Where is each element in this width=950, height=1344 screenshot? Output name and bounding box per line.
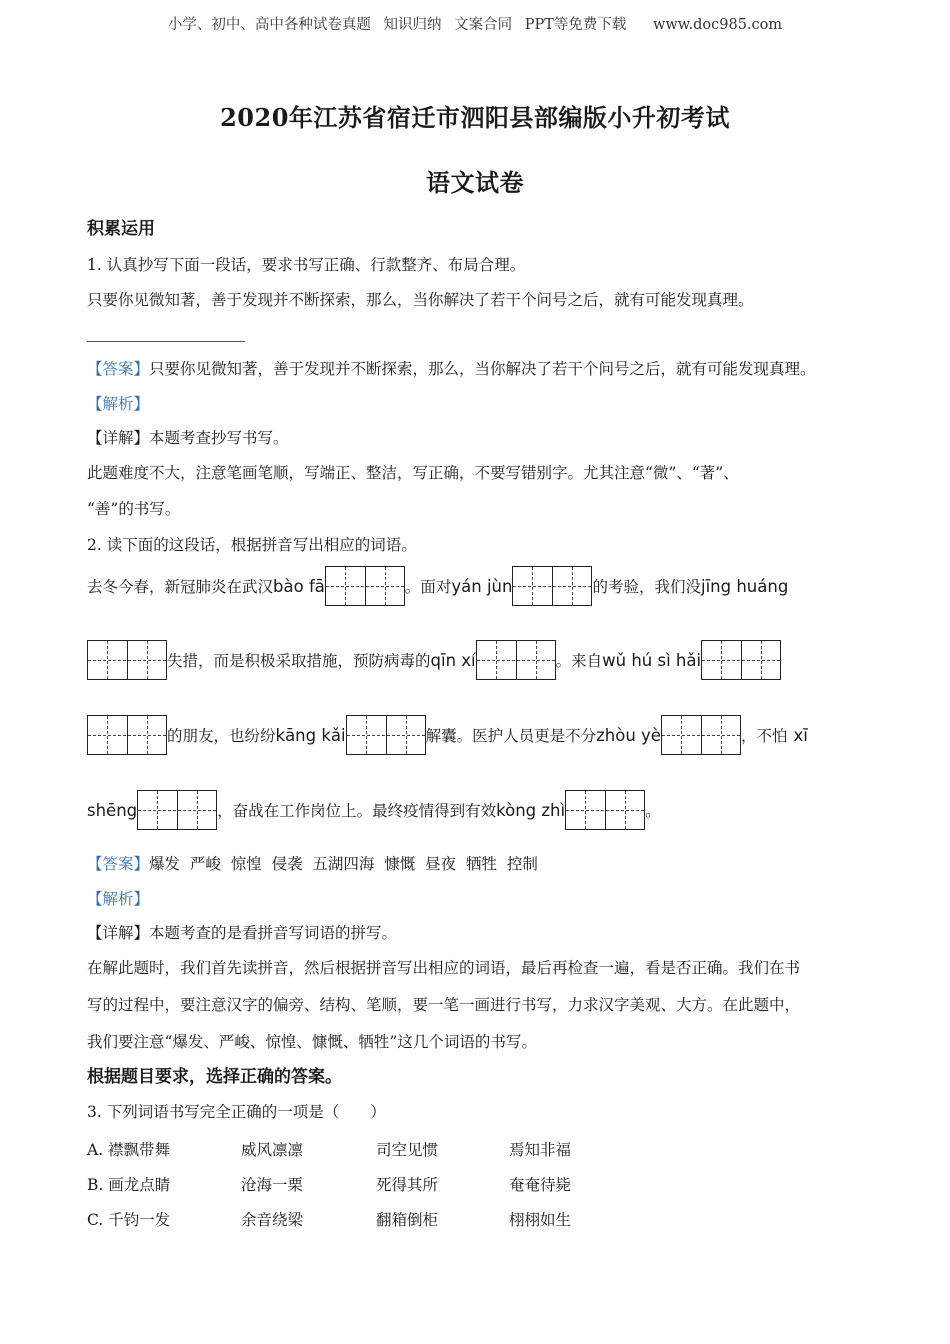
q1-analysis-tag: 【解析】 (87, 395, 150, 413)
q2-row-1 (87, 565, 788, 607)
q3-option-c-word-4: 栩栩如生 (509, 1211, 572, 1229)
writing-grid[interactable] (325, 566, 405, 606)
pinyin: yán jùn (451, 576, 513, 596)
q2-stem: 2. 读下面的这段话，根据拼音写出相应的词语。 (87, 536, 417, 554)
pinyin: zhòu yè (596, 725, 661, 745)
q2-row-2 (87, 639, 781, 681)
doc-subtitle: 语文试卷 (426, 168, 524, 197)
text: ，奋战在工作岗位上。最终疫情得到有效 (217, 802, 497, 820)
pinyin: kāng kǎi (275, 725, 346, 745)
q1-answer-line (87, 340, 245, 342)
q3-option-b[interactable]: B. 画龙点睛 (87, 1176, 171, 1194)
text: 失措，而是积极采取措施，预防病毒的 (167, 652, 431, 670)
pinyin: jīng huáng (700, 576, 789, 596)
detail-tag: 【详解】 (87, 429, 150, 447)
q2-note-2: 写的过程中，要注意汉字的偏旁、结构、笔顺，要一笔一画进行书写，力求汉字美观、大方。在此题中， (87, 996, 801, 1014)
pinyin: bào fā (273, 576, 325, 596)
text: 。面对 (404, 578, 452, 596)
q3-option-b-word-2: 沧海一栗 (241, 1176, 304, 1194)
header-site-link[interactable]: www.doc985.com (652, 17, 783, 33)
answer-tag: 【答案】 (87, 855, 150, 873)
q1-text: 只要你见微知著，善于发现并不断探索，那么，当你解决了若干个问号之后，就有可能发现真理。 (87, 291, 754, 309)
detail-text: 本题考查的是看拼音写词语的拼写。 (149, 924, 398, 942)
q2-answer (87, 854, 538, 874)
q3-option-b-word-3: 死得其所 (376, 1176, 439, 1194)
q1-detail (87, 428, 289, 448)
writing-grid[interactable] (87, 640, 167, 680)
q2-note-3: 我们要注意“爆发、严峻、惊惶、慷慨、牺牲”这几个词语的书写。 (87, 1033, 537, 1051)
page-header (0, 13, 950, 34)
q1-stem: 1. 认真抄写下面一段话，要求书写正确、行款整齐、布局合理。 (87, 256, 526, 274)
q3-option-b-word-4: 奄奄待毙 (509, 1176, 572, 1194)
section-heading-2: 根据题目要求，选择正确的答案。 (87, 1067, 342, 1087)
text: 的考验，我们没 (592, 578, 701, 596)
writing-grid[interactable] (87, 715, 167, 755)
q3-option-a-word-4: 焉知非福 (509, 1141, 572, 1159)
answer-text: 爆发 严峻 惊惶 侵袭 五湖四海 慷慨 昼夜 牺牲 控制 (149, 855, 538, 873)
text: 。 (645, 802, 661, 820)
pinyin: xī (793, 725, 808, 745)
q3-option-a[interactable]: A. 襟飘带舞 (87, 1141, 171, 1159)
header-text-4: PPT等免费下载 (524, 17, 627, 33)
writing-grid[interactable] (701, 640, 781, 680)
answer-text: 只要你见微知著，善于发现并不断探索，那么，当你解决了若干个问号之后，就有可能发现真理。 (149, 360, 816, 378)
writing-grid[interactable] (661, 715, 741, 755)
text: 。来自 (555, 652, 603, 670)
text: ，不怕 (740, 727, 788, 745)
writing-grid[interactable] (512, 566, 592, 606)
doc-title: 2020年江苏省宿迁市泗阳县部编版小升初考试 (220, 103, 730, 132)
header-text-3: 文案合同 (454, 17, 513, 33)
q2-row-4 (87, 789, 661, 831)
detail-tag: 【详解】 (87, 924, 150, 942)
q3-option-c-word-2: 余音绕梁 (241, 1211, 304, 1229)
q1-answer (87, 359, 816, 379)
writing-grid[interactable] (346, 715, 426, 755)
pinyin: wǔ hú sì hǎi (602, 650, 702, 670)
section-heading-1: 积累运用 (87, 219, 155, 239)
q3-stem: 3. 下列词语书写完全正确的一项是（ ） (87, 1103, 386, 1121)
writing-grid[interactable] (137, 790, 217, 830)
q3-option-c-word-3: 翻箱倒柜 (376, 1211, 439, 1229)
q2-row-3 (87, 714, 808, 756)
header-text-1: 小学、初中、高中各种试卷真题 (167, 17, 371, 33)
text: 解囊。医护人员更是不分 (425, 727, 597, 745)
text: 的朋友，也纷纷 (167, 727, 276, 745)
q1-note-1: 此题难度不大，注意笔画笔顺，写端正、整洁，写正确，不要写错别字。尤其注意“微”、“著”、 (87, 464, 739, 482)
pinyin: qīn xí (430, 650, 476, 670)
q2-note-1: 在解此题时，我们首先读拼音，然后根据拼音写出相应的词语，最后再检查一遍，看是否正确。我们在书 (87, 959, 801, 977)
writing-grid[interactable] (476, 640, 556, 680)
q2-detail (87, 923, 397, 943)
q1-note-2: “善”的书写。 (87, 500, 181, 518)
text: 去冬今春，新冠肺炎在武汉 (87, 578, 274, 596)
pinyin: shēng (87, 800, 138, 820)
q3-option-c[interactable]: C. 千钧一发 (87, 1211, 171, 1229)
detail-text: 本题考查抄写书写。 (149, 429, 289, 447)
answer-tag: 【答案】 (87, 360, 150, 378)
writing-grid[interactable] (565, 790, 645, 830)
header-text-2: 知识归纳 (383, 17, 442, 33)
pinyin: kòng zhì (496, 800, 566, 820)
q3-option-a-word-3: 司空见惯 (376, 1141, 439, 1159)
q3-option-a-word-2: 威风凛凛 (241, 1141, 304, 1159)
q2-analysis-tag: 【解析】 (87, 890, 150, 908)
